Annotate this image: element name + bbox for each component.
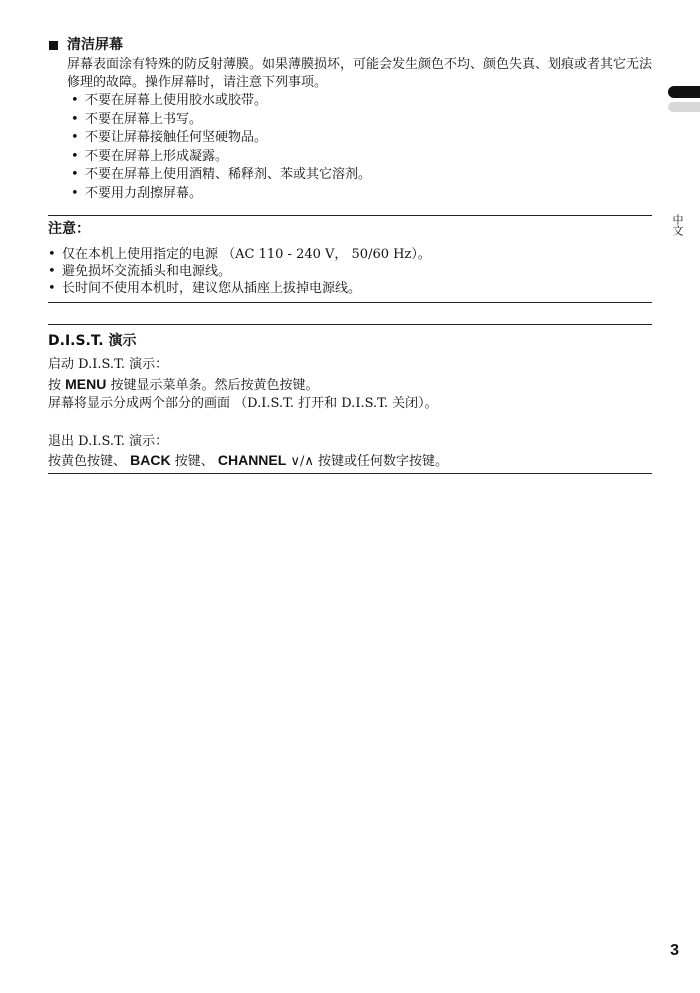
cleaning-heading (48, 36, 654, 54)
tip-text: 不要在屏幕上使用胶水或胶带。 (85, 93, 268, 108)
note-title: 注意： (48, 221, 90, 237)
note-top-divider (48, 215, 652, 216)
square-bullet-icon (49, 41, 58, 50)
cleaning-section (48, 36, 654, 203)
dist-exit-middle: 按键、 (170, 454, 218, 469)
bullet-icon: • (48, 247, 56, 262)
bullet-icon: • (71, 93, 79, 108)
menu-key-label: MENU (65, 375, 107, 392)
note-section (48, 220, 652, 297)
bullet-icon: • (71, 167, 79, 182)
side-language-label: 中文 (671, 214, 684, 236)
dist-start-step (48, 375, 652, 396)
dist-section (48, 332, 652, 472)
note-list (48, 246, 652, 297)
bullet-icon: • (48, 264, 56, 279)
list-item (71, 166, 654, 185)
cleaning-intro: 屏幕表面涂有特殊的防反射薄膜。如果薄膜损坏，可能会发生颜色不均、颜色失真、划痕或者其它无法修理的故障。操作屏幕时，请注意下列事项。 (67, 57, 653, 90)
dist-screen-split: 屏幕将显示分成两个部分的画面 （D.I.S.T. 打开和 D.I.S.T. 关闭）。 (48, 396, 438, 411)
tip-text: 不要让屏幕接触任何坚硬物品。 (85, 130, 268, 145)
dist-start-label: 启动 D.I.S.T. 演示： (48, 357, 169, 372)
dist-exit-suffix: 按键或任何数字按键。 (313, 454, 448, 469)
dist-exit-prefix: 按黄色按键、 (48, 454, 131, 469)
dist-start-suffix: 按键显示菜单条。然后按黄色按键。 (106, 377, 319, 393)
note-text: 长时间不使用本机时，建议您从插座上拔掉电源线。 (62, 281, 362, 296)
note-bottom-divider (48, 302, 652, 303)
page-number: 3 (670, 942, 679, 959)
bullet-icon: • (48, 281, 56, 296)
dist-exit-label: 退出 D.I.S.T. 演示： (48, 433, 169, 449)
dist-bottom-divider (48, 473, 652, 474)
bullet-icon: • (71, 111, 79, 127)
note-text: 仅在本机上使用指定的电源 （AC 110 - 240 V， 50/60 Hz）。 (62, 247, 431, 262)
tip-text: 不要在屏幕上使用酒精、稀释剂、苯或其它溶剂。 (85, 167, 372, 182)
dist-exit-step (48, 451, 652, 472)
dist-top-divider (48, 324, 652, 325)
language-tab-inactive-marker (668, 102, 700, 112)
cleaning-title: 清洁屏幕 (67, 37, 123, 53)
bullet-icon: • (71, 185, 79, 201)
bullet-icon: • (71, 130, 79, 145)
spacer (48, 414, 652, 433)
tip-text: 不要在屏幕上书写。 (85, 111, 203, 127)
dist-start-prefix: 按 (48, 377, 66, 393)
list-item (48, 246, 652, 263)
bullet-icon: • (71, 148, 79, 164)
language-tab-active-marker (668, 86, 700, 98)
list-item (71, 129, 654, 148)
tip-text: 不要用力刮擦屏幕。 (85, 185, 203, 201)
tip-text: 不要在屏幕上形成凝露。 (85, 148, 229, 164)
back-key-label: BACK (130, 452, 171, 468)
cleaning-tips-list (71, 92, 654, 203)
list-item (48, 263, 652, 280)
list-item (48, 280, 652, 297)
dist-title: D.I.S.T. 演示 (48, 333, 137, 349)
channel-arrows: ∨/∧ (286, 454, 314, 469)
list-item (71, 185, 654, 204)
list-item (71, 148, 654, 167)
note-text: 避免损坏交流插头和电源线。 (62, 264, 232, 279)
list-item (71, 92, 654, 111)
channel-key-label: CHANNEL (217, 452, 287, 468)
list-item (71, 111, 654, 130)
